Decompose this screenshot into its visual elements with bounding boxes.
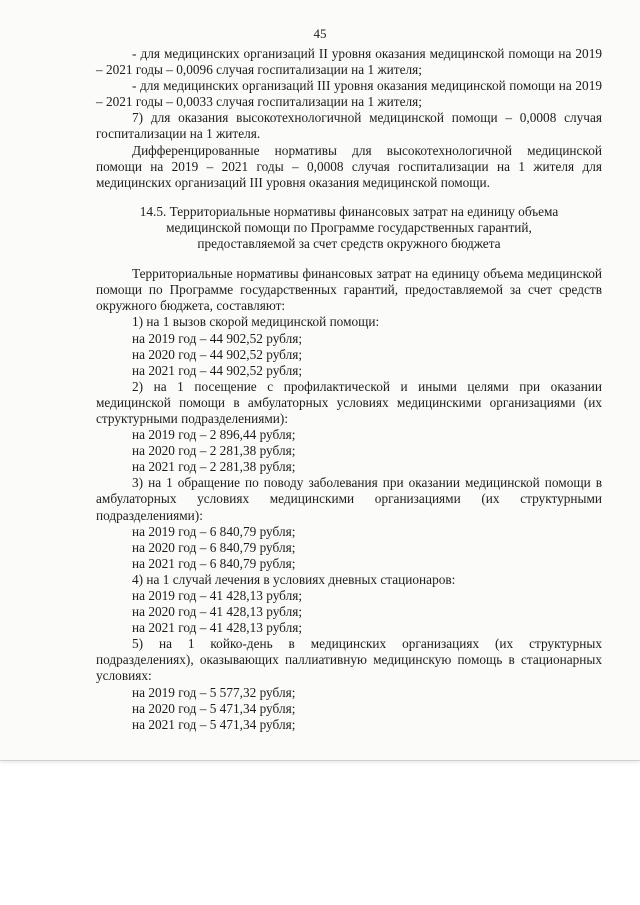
year-line: на 2020 год – 44 902,52 рубля; [132, 346, 303, 362]
page-number: 45 [313, 26, 327, 41]
year-line: на 2020 год – 5 471,34 рубля; [132, 700, 296, 716]
section-lead: Территориальные нормативы финансовых затрат на единицу объема медицинской помощи по Программе государственных гарантий, предоставляемой за счет средств окружного бюджета, составляют: [96, 266, 602, 314]
item-ambulance [96, 314, 602, 378]
item-preventive-visit [96, 379, 602, 476]
year-line: на 2019 год – 41 428,13 рубля; [132, 588, 303, 603]
year-line: на 2021 год – 44 902,52 рубля; [132, 362, 303, 378]
item-title: 1) на 1 вызов скорой медицинской помощи: [132, 314, 380, 330]
year-line: на 2020 год – 6 840,79 рубля; [132, 539, 296, 555]
year-line: на 2019 год – 2 896,44 рубля; [132, 427, 296, 443]
paragraph-high-tech: 7) для оказания высокотехнологичной медицинской помощи – 0,0008 случая госпитализации на 1 жителя. [96, 110, 602, 142]
year-line: на 2019 год – 6 840,79 рубля; [132, 523, 296, 539]
item-title: 5) на 1 койко-день в медицинских организациях (их структурных подразделениях), оказывающих паллиативную медицинскую помощь в стационарных условиях: [96, 636, 602, 684]
item-title: 3) на 1 обращение по поводу заболевания при оказании медицинской помощи в амбулаторных условиях медицинскими организациями (их структурными подразделениями): [96, 475, 602, 523]
year-line: на 2020 год – 41 428,13 рубля; [132, 604, 303, 620]
year-line: на 2021 год – 2 281,38 рубля; [132, 459, 296, 475]
year-line: на 2021 год – 5 471,34 рубля; [132, 716, 296, 732]
item-title: 2) на 1 посещение с профилактической и иными целями при оказании медицинской помощи в амбулаторных условиях медицинскими организациями (их структурными подразделениями): [96, 378, 602, 426]
paragraph-level-2: - для медицинских организаций II уровня оказания медицинской помощи на 2019 – 2021 годы – 0,0096 случая госпитализации на 1 жителя; [96, 46, 602, 78]
item-palliative-bed-day [96, 636, 602, 733]
paragraph-level-3: - для медицинских организаций III уровня оказания медицинской помощи на 2019 – 2021 годы – 0,0033 случая госпитализации на 1 жителя; [96, 78, 602, 110]
year-line: на 2021 год – 6 840,79 рубля; [132, 555, 296, 571]
year-line: на 2019 год – 5 577,32 рубля; [132, 684, 296, 700]
paragraph-differentiated: Дифференцированные нормативы для высокотехнологичной медицинской помощи на 2019 – 2021 годы – 0,0008 случая госпитализации на 1 жителя для медицинских организаций III уровня оказания медицинской помощи. [96, 142, 602, 190]
year-line: на 2020 год – 2 281,38 рубля; [132, 443, 296, 459]
item-title: 4) на 1 случай лечения в условиях дневных стационаров: [132, 571, 456, 587]
item-disease-appeal [96, 475, 602, 572]
year-line: на 2019 год – 44 902,52 рубля; [132, 330, 303, 346]
section-heading: 14.5. Территориальные нормативы финансовых затрат на единицу объема медицинской помощи по Программе государственных гарантий, предоставляемой за счет средств окружного бюджета [139, 203, 559, 252]
document-body [96, 46, 602, 733]
year-line: на 2021 год – 41 428,13 рубля; [132, 620, 303, 636]
item-day-hospital [96, 572, 602, 636]
